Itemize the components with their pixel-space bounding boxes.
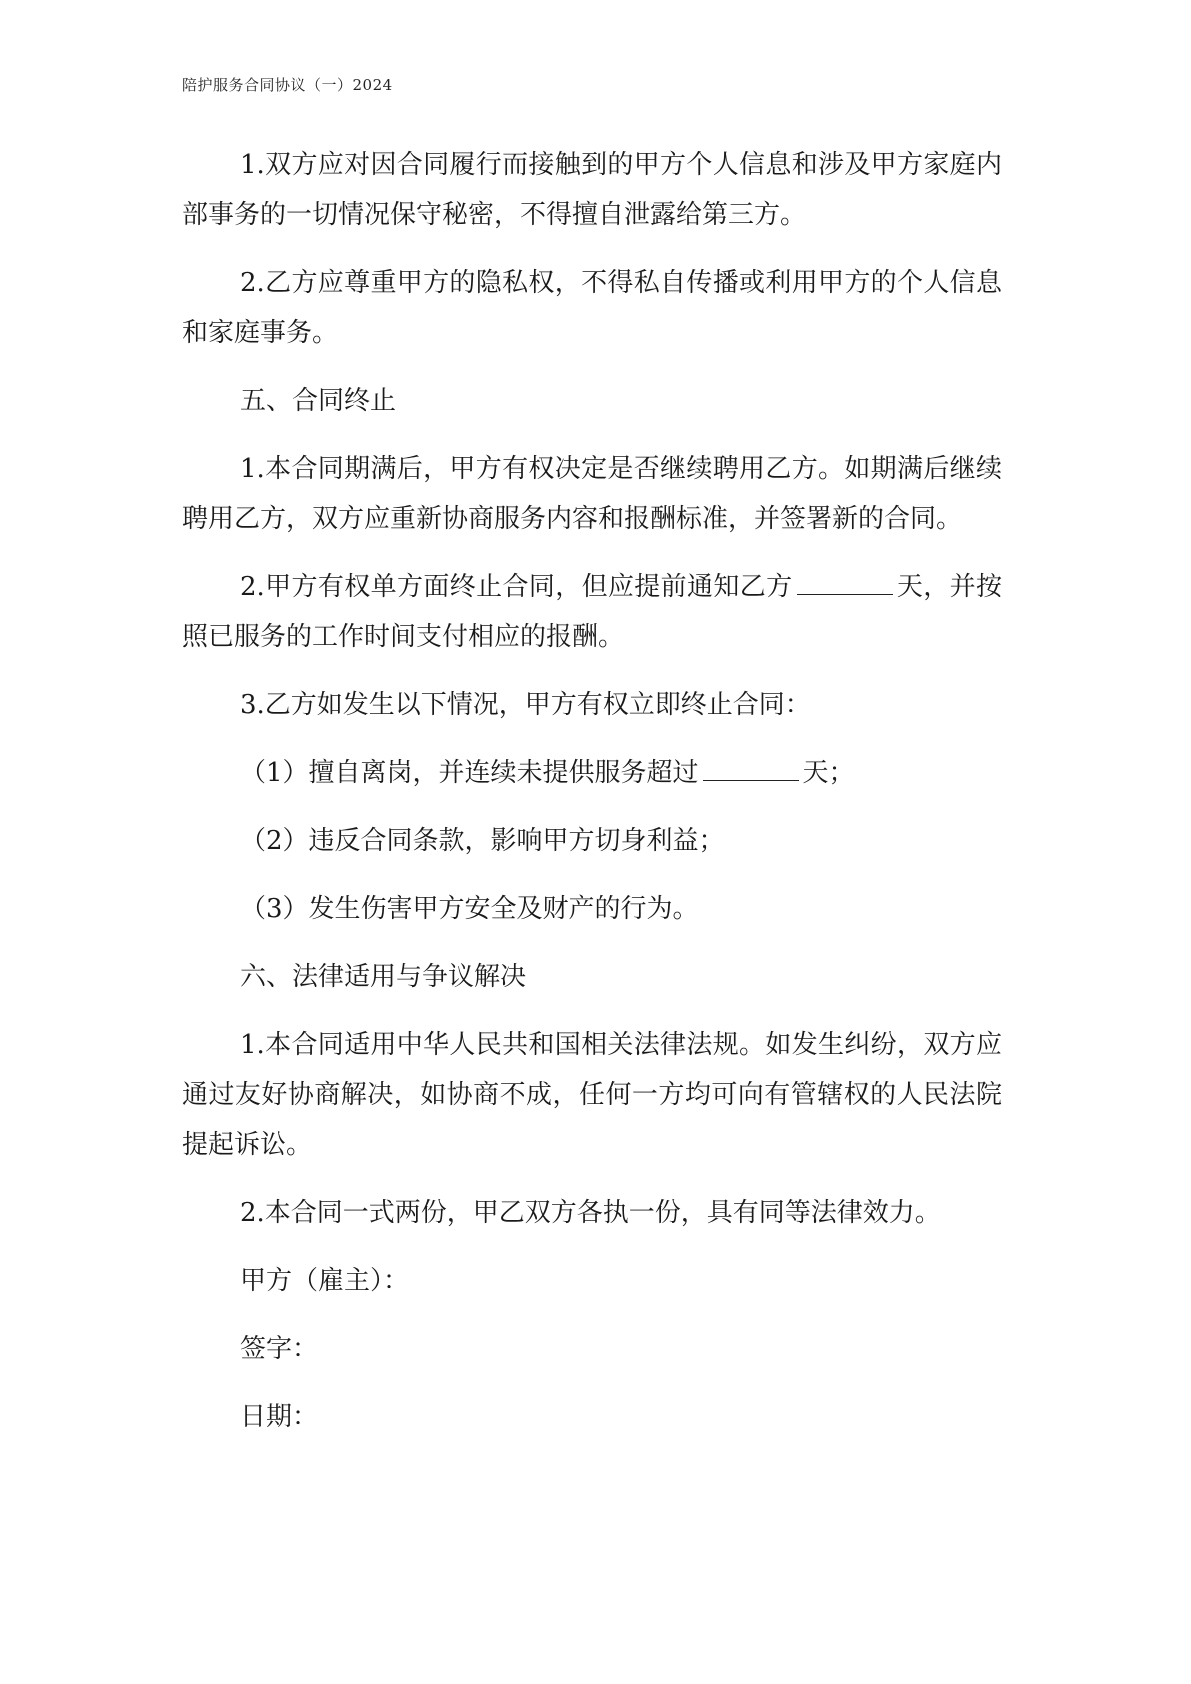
paragraph-confidentiality-1: 1.双方应对因合同履行而接触到的甲方个人信息和涉及甲方家庭内部事务的一切情况保守秘密，不得擅自泄露给第三方。	[182, 150, 1002, 230]
section-heading-law: 六、法律适用与争议解决	[240, 962, 527, 992]
paragraph-termination-1: 1.本合同期满后，甲方有权决定是否继续聘用乙方。如期满后继续聘用乙方，双方应重新协商服务内容和报酬标准，并签署新的合同。	[182, 454, 1002, 534]
paragraph-termination-2	[182, 562, 1002, 662]
date-label: 日期：	[240, 1402, 319, 1432]
absence-days-blank[interactable]	[703, 750, 799, 781]
paragraph-law-2: 2.本合同一式两份，甲乙双方各执一份，具有同等法律效力。	[240, 1198, 941, 1228]
paragraph-termination-2-text-a: 2.甲方有权单方面终止合同，但应提前通知乙方	[240, 572, 793, 602]
paragraph-confidentiality-2: 2.乙方应尊重甲方的隐私权，不得私自传播或利用甲方的个人信息和家庭事务。	[182, 268, 1002, 348]
signature-label: 签字：	[240, 1334, 319, 1364]
list-item-termination-1	[182, 748, 1002, 798]
paragraph-law-1: 1.本合同适用中华人民共和国相关法律法规。如发生纠纷，双方应通过友好协商解决，如协商不成，任何一方均可向有管辖权的人民法院提起诉讼。	[182, 1030, 1002, 1160]
list-item-termination-3: （3）发生伤害甲方安全及财产的行为。	[240, 894, 699, 924]
paragraph-termination-3: 3.乙方如发生以下情况，甲方有权立即终止合同：	[240, 690, 811, 720]
list-item-termination-1-text-b: 天；	[802, 758, 855, 788]
party-a-label: 甲方（雇主）：	[240, 1266, 410, 1296]
list-item-termination-1-text-a: （1）擅自离岗，并连续未提供服务超过	[240, 758, 699, 788]
section-heading-termination: 五、合同终止	[240, 386, 397, 416]
document-body	[182, 140, 1002, 1460]
page-header-title: 陪护服务合同协议（一）2024	[182, 76, 393, 94]
notice-days-blank[interactable]	[797, 564, 893, 595]
paragraph-termination-2-text-b: 天，并按照已服务的工作时间支付相应的报酬。	[182, 572, 1002, 652]
list-item-termination-2: （2）违反合同条款，影响甲方切身利益；	[240, 826, 725, 856]
